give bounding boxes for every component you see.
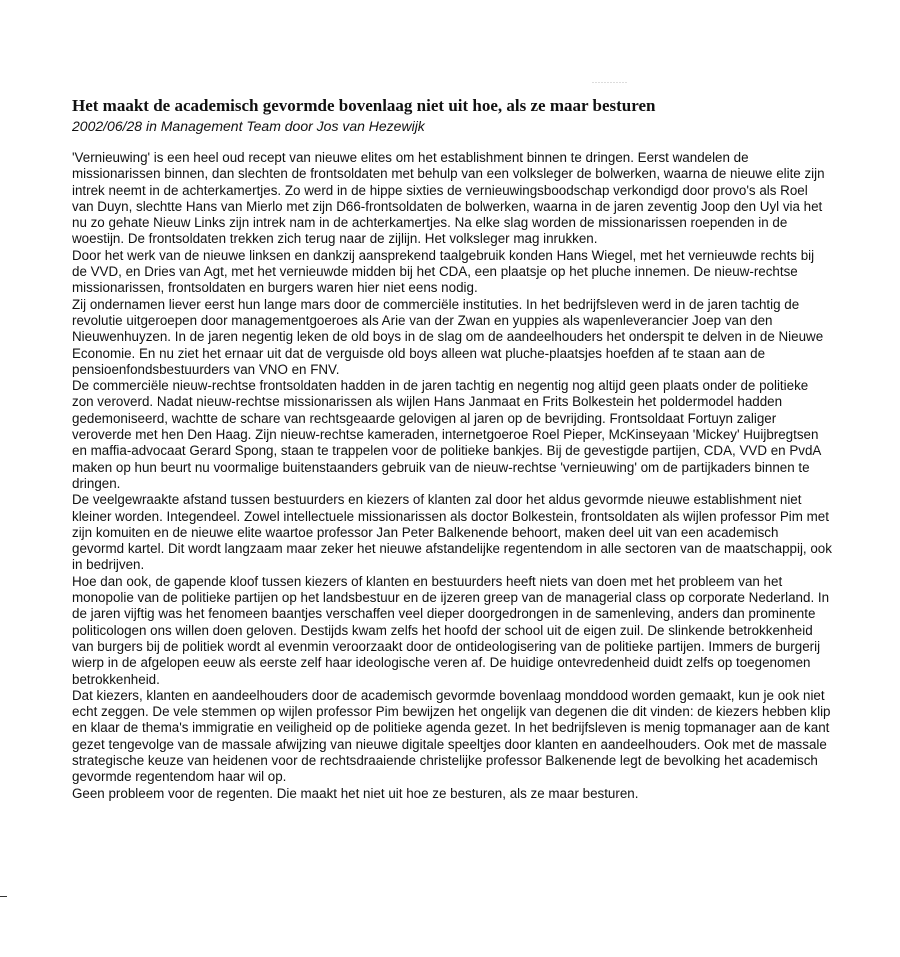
paragraph: 'Vernieuwing' is een heel oud recept van nieuwe elites om het establishment binnen te dringen. Eerst wandelen de missionarissen binnen, dan slechten de frontsoldaten met behulp van een volksleger de bolwerken, waarna de nieuwe elite zijn intrek neemt in de achterkamertjes. Zo werd in de hippe sixties de vernieuwingsboodschap verkondigd door provo's als Roel van Duyn, slechtte Hans van Mierlo met zijn D66-frontsoldaten de bolwerken, waarna in de jaren zeventig Joop den Uyl via het nu zo gehate Nieuw Links zijn intrek nam in de achterkamertjes. Na elke slag worden de missionarissen roependen in de woestijn. De frontsoldaten trekken zich terug naar de zijlijn. Het volksleger mag inrukken.: [72, 150, 825, 247]
paragraph: Hoe dan ook, de gapende kloof tussen kiezers of klanten en bestuurders heeft niets van doen met het probleem van het monopolie van de politieke partijen op het landsbestuur en de ijzeren greep van de managerial class op corporate Nederland. In de jaren vijftig was het fenomeen baantjes verschaffen veel dieper doorgedrongen in de samenleving, anders dan prominente politicologen ons willen doen geloven. Destijds kwam zelfs het hoofd der school uit de eigen zuil. De slinkende betrokkenheid van burgers bij de politiek wordt al evenmin veroorzaakt door de ontideologisering van de politieke partijen. Immers de burgerij wierp in de afgelopen eeuw als eerste zelf haar ideologische veren af. De huidige ontevredenheid duidt zelfs op toegenomen betrokkenheid.: [72, 573, 830, 687]
paragraph: Door het werk van de nieuwe linksen en dankzij aansprekend taalgebruik konden Hans Wiegel, met het vernieuwde rechts bij de VVD, en Dries van Agt, met het vernieuwde midden bij het CDA, een plaatsje op het pluche innemen. De nieuw-rechtse missionarissen, frontsoldaten en burgers waren hier niet eens nodig.: [72, 247, 815, 296]
article-body: [72, 150, 832, 802]
paragraph: De commerciële nieuw-rechtse frontsoldaten hadden in de jaren tachtig en negentig nog altijd geen plaats onder de politieke zon veroverd. Nadat nieuw-rechtse missionarissen als wijlen Hans Janmaat en Frits Bolkestein het poldermodel hadden gedemoniseerd, wachtte de schare van rechtsgeaarde gelovigen al jaren op de bevrijding. Frontsoldaat Fortuyn zaliger veroverde met hen Den Haag. Zijn nieuw-rechtse kameraden, internetgoeroe Roel Pieper, McKinseyaan 'Mickey' Huijbregtsen en maffia-advocaat Gerard Spong, staan te trappelen voor de politieke bankjes. Bij de gevestigde partijen, CDA, VVD en PvdA maken op hun beurt nu voormalige buitenstaanders gebruik van de nieuw-rechtse 'vernieuwing' om de partijkaders binnen te dringen.: [72, 378, 821, 491]
paragraph: Dat kiezers, klanten en aandeelhouders door de academisch gevormde bovenlaag monddood worden gemaakt, kun je ook niet echt zeggen. De vele stemmen op wijlen professor Pim bewijzen het ongelijk van degenen die dit vinden: de kiezers hebben klip en klaar de thema's immigratie en veiligheid op de politieke agenda gezet. In het bedrijfsleven is menig topmanager aan de kant gezet tengevolge van de massale afwijzing van nieuwe digitale speeltjes door klanten en aandeelhouders. Ook met de massale strategische keuze van heidenen voor de rechtsdraaiende christelijke professor Balkenende legt de bevolking het academisch gevormde regentendom haar wil op.: [72, 687, 831, 785]
decorative-dotted-rule: ············: [592, 80, 628, 86]
paragraph: Geen probleem voor de regenten. Die maakt het niet uit hoe ze besturen, als ze maar besturen.: [72, 785, 639, 801]
article-title: Het maakt de academisch gevormde bovenlaag niet uit hoe, als ze maar besturen: [72, 96, 656, 115]
paragraph: De veelgewraakte afstand tussen bestuurders en kiezers of klanten zal door het aldus gevormde nieuwe establishment niet kleiner worden. Integendeel. Zowel intellectuele missionarissen als doctor Bolkestein, frontsoldaten als wijlen professor Pim met zijn komuiten en de nieuwe elite waartoe professor Jan Peter Balkenende behoort, maken deel uit van een academisch gevormd kartel. Dit wordt langzaam maar zeker het nieuwe afstandelijke regentendom in alle sectoren van de maatschappij, ook in bedrijven.: [72, 492, 832, 573]
article-meta: 2002/06/28 in Management Team door Jos van Hezewijk: [72, 118, 425, 134]
scan-edge-mark: [0, 896, 7, 897]
paragraph: Zij ondernamen liever eerst hun lange mars door de commerciële instituties. In het bedrijfsleven werd in de jaren tachtig de revolutie uitgeroepen door managementgoeroes als Arie van der Zwan en yuppies als wapenleverancier Joep van den Nieuwenhuyzen. In de jaren negentig leken de old boys in de slag om de aandeelhouders het onderspit te delven in de Nieuwe Economie. En nu ziet het ernaar uit dat de verguisde old boys alleen wat pluche-plaatsjes hoefden af te staan aan de pensioenfondsbestuurders van VNO en FNV.: [72, 296, 824, 377]
